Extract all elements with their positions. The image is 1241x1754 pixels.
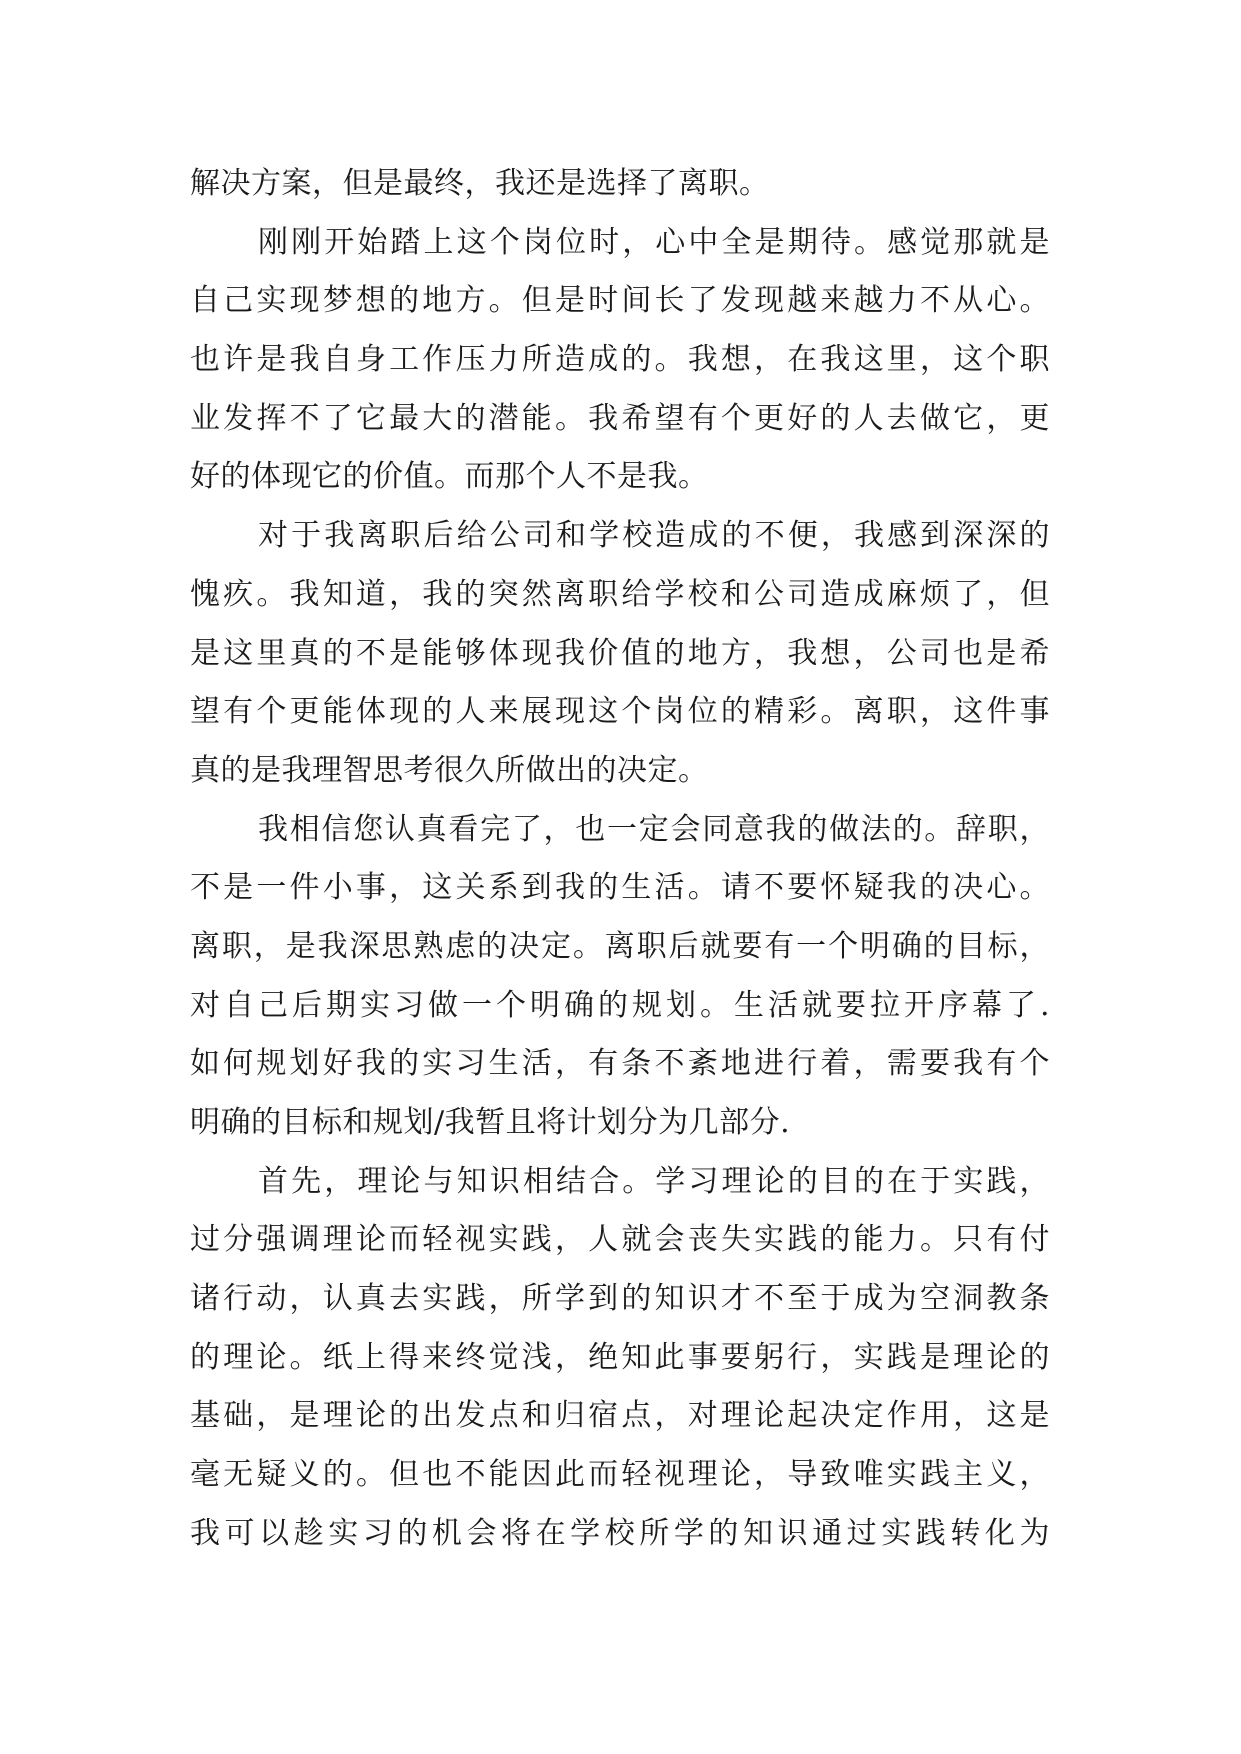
text-line: 好的体现它的价值。而那个人不是我。 xyxy=(190,459,709,495)
text-line: 我可以趁实习的机会将在学校所学的知识通过实践转化为 xyxy=(190,1515,1050,1551)
paragraph-first-line: 对于我离职后给公司和学校造成的不便，我感到深深的 xyxy=(258,518,1050,554)
text-line: 离职，是我深思熟虑的决定。离职后就要有一个明确的目标， xyxy=(190,928,1050,964)
text-line: 是这里真的不是能够体现我价值的地方，我想，公司也是希 xyxy=(190,635,1050,671)
text-line: 诸行动，认真去实践，所学到的知识才不至于成为空洞教条 xyxy=(190,1281,1050,1317)
text-line: 如何规划好我的实习生活，有条不紊地进行着，需要我有个 xyxy=(190,1046,1050,1082)
paragraph-first-line: 刚刚开始踏上这个岗位时，心中全是期待。感觉那就是 xyxy=(258,224,1050,260)
paragraph-first-line: 首先，理论与知识相结合。学习理论的目的在于实践， xyxy=(258,1163,1050,1199)
text-line: 明确的目标和规划/我暂且将计划分为几部分. xyxy=(190,1105,791,1140)
text-line: 真的是我理智思考很久所做出的决定。 xyxy=(190,752,709,788)
body-text xyxy=(190,155,1050,1564)
text-line: 基础，是理论的出发点和归宿点，对理论起决定作用，这是 xyxy=(190,1398,1050,1434)
text-line: 也许是我自身工作压力所造成的。我想，在我这里，这个职 xyxy=(190,342,1050,378)
text-line: 不是一件小事，这关系到我的生活。请不要怀疑我的决心。 xyxy=(190,870,1050,906)
text-line: 的理论。纸上得来终觉浅，绝知此事要躬行，实践是理论的 xyxy=(190,1339,1050,1375)
text-line: 过分强调理论而轻视实践，人就会丧失实践的能力。只有付 xyxy=(190,1222,1050,1258)
text-line: 自己实现梦想的地方。但是时间长了发现越来越力不从心。 xyxy=(190,283,1050,319)
text-line: 业发挥不了它最大的潜能。我希望有个更好的人去做它，更 xyxy=(190,400,1050,436)
text-line: 毫无疑义的。但也不能因此而轻视理论，导致唯实践主义， xyxy=(190,1457,1050,1493)
text-line: 解决方案，但是最终，我还是选择了离职。 xyxy=(190,166,770,201)
text-line: 愧疚。我知道，我的突然离职给学校和公司造成麻烦了，但 xyxy=(190,576,1050,612)
text-line: 对自己后期实习做一个明确的规划。生活就要拉开序幕了. xyxy=(190,987,1050,1023)
paragraph-first-line: 我相信您认真看完了，也一定会同意我的做法的。辞职， xyxy=(258,811,1050,847)
text-line: 望有个更能体现的人来展现这个岗位的精彩。离职，这件事 xyxy=(190,694,1050,730)
